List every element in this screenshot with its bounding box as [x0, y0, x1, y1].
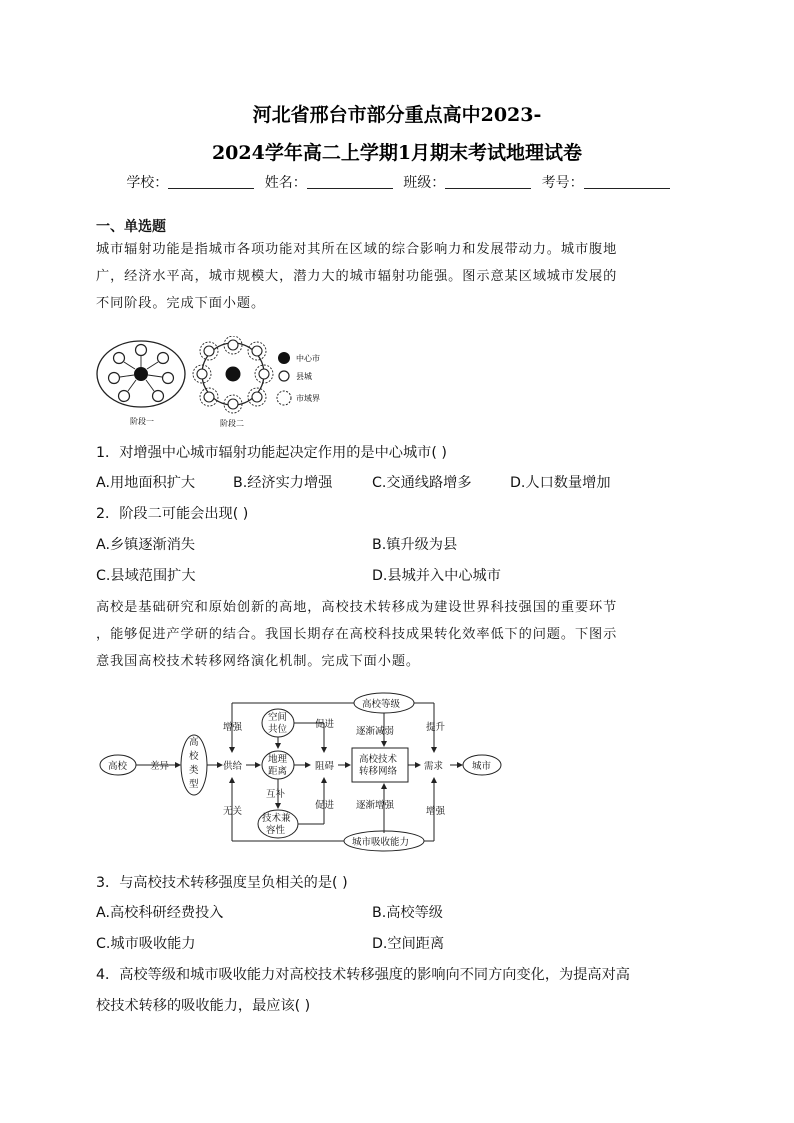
- q1-option-a[interactable]: A.用地面积扩大: [96, 475, 196, 491]
- label-enhance-left: 增强: [223, 722, 243, 733]
- question-3-stem: 3．与高校技术转移强度呈负相关的是( ): [96, 875, 348, 891]
- label-complement: 互补: [266, 789, 286, 800]
- stage2-label: 阶段二: [220, 419, 244, 428]
- passage-1-line: 广，经济水平高，城市规模大，潜力大的城市辐射功能强。图示意某区域城市发展的: [96, 269, 618, 284]
- label-gradually-strengthen: 逐渐增强: [356, 800, 395, 811]
- legend-county-town: 县城: [296, 372, 312, 381]
- question-2-stem: 2．阶段二可能会出现( ): [96, 506, 249, 522]
- stage1-label: 阶段一: [130, 417, 154, 426]
- question-4-stem-line2: 校技术转移的吸收能力，最应该( ): [96, 998, 311, 1014]
- school-blank[interactable]: [168, 174, 254, 189]
- node-spatial-colocation: 共位: [268, 724, 288, 735]
- stage1-diagram: [97, 341, 185, 407]
- passage-1-line: 不同阶段。完成下面小题。: [96, 296, 266, 311]
- label-promote-bottom: 促进: [315, 800, 335, 811]
- exam-number-blank[interactable]: [584, 174, 670, 189]
- stage2-diagram: [193, 336, 273, 413]
- figure-city-stages: [94, 336, 364, 430]
- exam-title-line1: 河北省邢台市部分重点高中2023-: [252, 104, 542, 126]
- school-label: 学校：: [126, 175, 169, 191]
- label-promote-top: 促进: [315, 719, 335, 730]
- q2-option-c[interactable]: C.县域范围扩大: [96, 568, 196, 584]
- node-spatial-colocation: 空间: [268, 712, 288, 723]
- student-info-fields: [0, 172, 794, 192]
- q1-option-b[interactable]: B.经济实力增强: [233, 475, 333, 491]
- type-char: 型: [189, 779, 199, 790]
- section-title: 一、单选题: [96, 219, 166, 235]
- passage-2-line: ，能够促进产学研的结合。我国长期存在高校科技成果转化效率低下的问题。下图示: [96, 627, 618, 642]
- label-unrelated: 无关: [223, 806, 243, 817]
- legend-city-boundary: 市域界: [296, 394, 320, 403]
- question-1-stem: 1．对增强中心城市辐射功能起决定作用的是中心城市( ): [96, 445, 447, 461]
- passage-1-line: 城市辐射功能是指城市各项功能对其所在区域的综合影响力和发展带动力。城市腹地: [96, 242, 618, 257]
- label-enhance-right: 增强: [426, 806, 446, 817]
- node-university-level: 高校等级: [362, 699, 401, 710]
- q2-option-a[interactable]: A.乡镇逐渐消失: [96, 537, 196, 553]
- q2-option-d[interactable]: D.县城并入中心城市: [372, 568, 501, 584]
- node-city-absorption: 城市吸收能力: [352, 837, 410, 848]
- class-label: 班级：: [403, 175, 446, 191]
- name-label: 姓名：: [264, 175, 307, 191]
- figure1-legend: [277, 352, 291, 405]
- node-transfer-network: 高校技术: [359, 754, 398, 765]
- question-4-stem-line1: 4．高校等级和城市吸收能力对高校技术转移强度的影响向不同方向变化，为提高对高: [96, 967, 630, 983]
- type-char: 校: [189, 751, 199, 762]
- label-gradually-weaken: 逐渐减弱: [356, 726, 395, 737]
- label-supply: 供给: [223, 761, 243, 772]
- node-university: 高校: [108, 761, 128, 772]
- type-char: 高: [189, 737, 199, 748]
- passage-2-line: 高校是基础研究和原始创新的高地，高校技术转移成为建设世界科技强国的重要环节: [96, 600, 618, 615]
- q2-option-b[interactable]: B.镇升级为县: [372, 537, 458, 553]
- class-blank[interactable]: [445, 174, 531, 189]
- label-difference: 差异: [150, 761, 170, 772]
- q3-option-c[interactable]: C.城市吸收能力: [96, 936, 196, 952]
- node-city: 城市: [472, 761, 492, 772]
- label-demand: 需求: [424, 761, 444, 772]
- q3-option-d[interactable]: D.空间距离: [372, 936, 445, 952]
- node-tech-compatibility: 容性: [266, 825, 286, 836]
- passage-1: [96, 236, 700, 317]
- q1-option-c[interactable]: C.交通线路增多: [372, 475, 472, 491]
- q3-option-a[interactable]: A.高校科研经费投入: [96, 905, 224, 921]
- node-geographic-distance: 距离: [268, 766, 288, 777]
- node-transfer-network: 转移网络: [359, 766, 398, 777]
- passage-2: [96, 594, 700, 675]
- figure-tech-transfer-network: [96, 690, 506, 858]
- type-char: 类: [189, 765, 199, 776]
- q3-option-b[interactable]: B.高校等级: [372, 905, 443, 921]
- label-hinder: 阻碍: [315, 761, 335, 772]
- node-tech-compatibility: 技术兼: [262, 813, 291, 824]
- q1-option-d[interactable]: D.人口数量增加: [510, 475, 611, 491]
- name-blank[interactable]: [307, 174, 393, 189]
- exam-title-line2: 2024学年高二上学期1月期末考试地理试卷: [211, 142, 583, 164]
- legend-center-city: 中心市: [296, 354, 320, 363]
- passage-2-line: 意我国高校技术转移网络演化机制。完成下面小题。: [96, 654, 421, 669]
- label-raise: 提升: [426, 722, 446, 733]
- node-geographic-distance: 地理: [268, 754, 288, 765]
- exam-number-label: 考号：: [541, 175, 584, 191]
